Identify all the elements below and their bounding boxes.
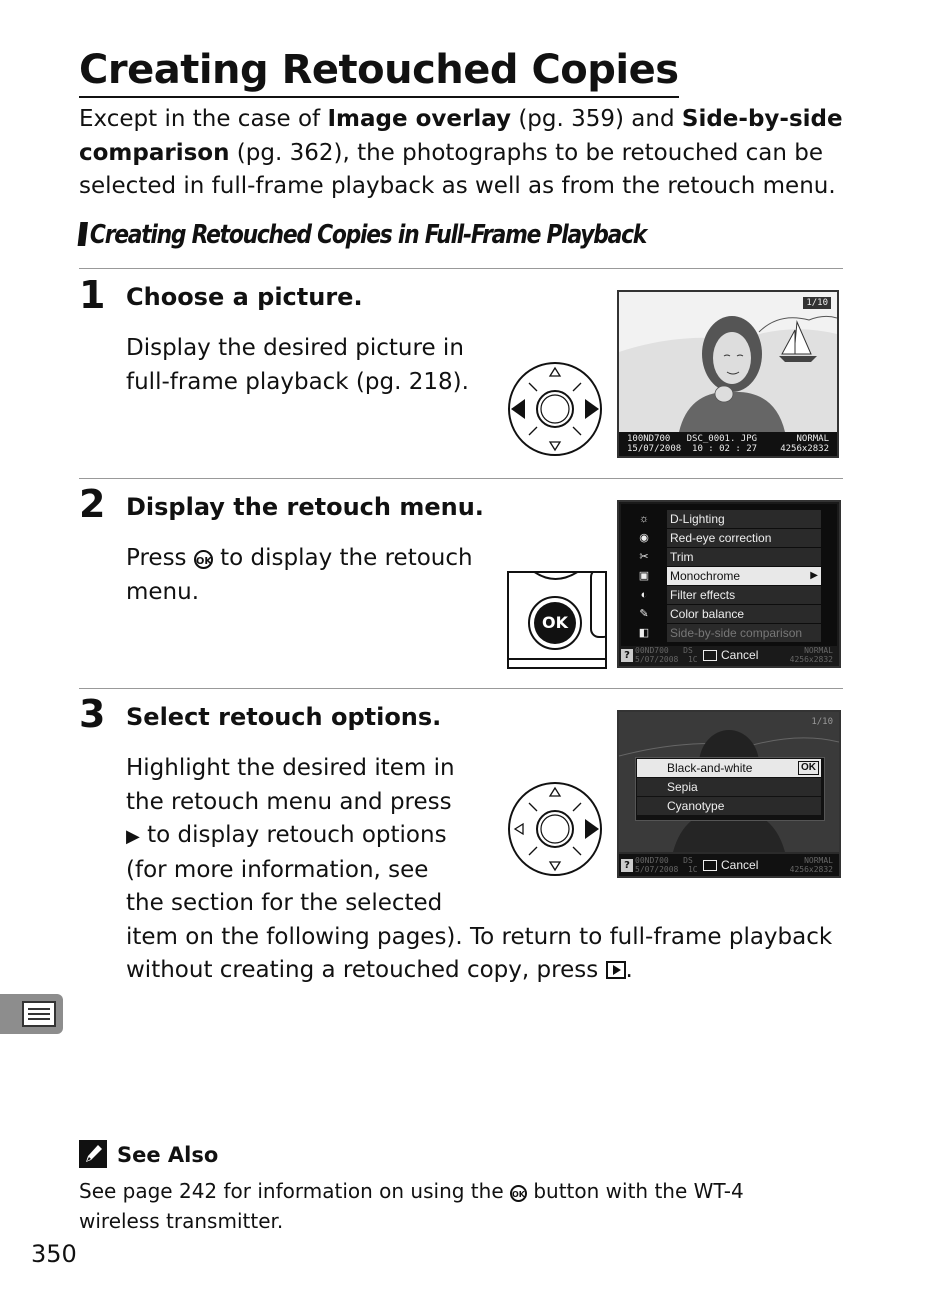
divider: [79, 688, 843, 689]
info-line-1-left: 100ND700 DSC_0001. JPG: [627, 434, 758, 444]
option-sepia: Sepia: [637, 778, 821, 796]
camera-screen-playback: [617, 290, 839, 458]
playback-button-icon: [606, 961, 626, 979]
section-subheading: [79, 220, 646, 250]
step-body: [126, 542, 496, 609]
color-balance-icon: ✎: [639, 608, 649, 620]
step-heading: Choose a picture.: [126, 283, 363, 311]
see-also-heading: See Also: [117, 1143, 219, 1167]
menu-item-filter-effects: ◐ Filter effects: [637, 586, 821, 604]
camera-screen-monochrome-options: [617, 710, 841, 878]
step-number: 1: [79, 273, 106, 317]
info-bar: [619, 432, 837, 456]
bottom-left-info: 00ND700 DS 5/07/2008 1C: [635, 856, 698, 874]
cancel-label: Cancel: [721, 648, 759, 662]
ok-button-icon: OK: [194, 550, 213, 569]
retouch-menu-icon: [22, 1001, 56, 1027]
intro-text-3: (pg. 362), the photographs to be retouched can be selected in full-frame playback as well as from the retouch menu.: [79, 139, 836, 199]
step-number: 2: [79, 482, 106, 526]
page-number: 350: [31, 1240, 77, 1268]
portrait-photo-image: [619, 292, 837, 432]
ok-button-icon: OK: [510, 1185, 527, 1202]
bottom-right-info: NORMAL 4256x2832: [789, 646, 833, 664]
cancel-label: Cancel: [721, 858, 759, 872]
step-body-pre: Press: [126, 545, 194, 571]
step-heading: Select retouch options.: [126, 703, 442, 731]
side-by-side-term: Side-by-side comparison: [79, 106, 843, 166]
menu-item-trim: ✂ Trim: [637, 548, 821, 566]
ok-tag-icon: OK: [798, 761, 819, 775]
step-body-post: to display the retouch menu.: [126, 545, 473, 605]
pencil-note-icon: [79, 1140, 107, 1168]
info-line-2-left: 15/07/2008 10 : 02 : 27: [627, 444, 758, 454]
page-title: Creating Retouched Copies: [79, 44, 679, 98]
frame-counter: 1/10: [811, 717, 833, 727]
info-line-1-right: NORMAL: [796, 434, 829, 444]
ok-button-illustration: [507, 571, 607, 669]
info-line-2-right: 4256x2832: [780, 444, 829, 454]
monochrome-icon: ▣: [638, 570, 650, 582]
submenu-arrow-icon: ▶: [810, 570, 818, 581]
menu-item-color-balance: ✎ Color balance: [637, 605, 821, 623]
intro-text-1: Except in the case of: [79, 106, 328, 132]
help-icon: ?: [621, 859, 633, 872]
step-number: 3: [79, 692, 106, 736]
step-body: Display the desired picture in full-frame playback (pg. 218).: [126, 335, 469, 395]
section-marker-icon: [78, 222, 88, 246]
intro-paragraph: [79, 103, 859, 204]
d-lighting-icon: ☼: [638, 513, 650, 525]
help-icon: ?: [621, 649, 633, 662]
intro-text-2: (pg. 359) and: [511, 106, 682, 132]
multi-selector-left-right-icon: [507, 361, 603, 457]
step-body-post: .: [625, 957, 633, 983]
camera-screen-retouch-menu: [617, 500, 841, 668]
step-body-mid: to display retouch options (for more information, see the section for the selected item on the following pages). To return to full-frame playback without creating a retouched copy, press: [126, 822, 833, 983]
playback-button-icon: [703, 650, 717, 661]
multi-selector-right-icon: [507, 781, 603, 877]
frame-counter: 1/10: [803, 297, 831, 309]
scissors-icon: ✂: [639, 551, 649, 563]
playback-button-icon: [703, 860, 717, 871]
see-also-text-post: button with the WT-4 wireless transmitter.: [79, 1179, 744, 1233]
divider: [79, 268, 843, 269]
divider: [79, 478, 843, 479]
side-by-side-icon: ◧: [638, 627, 650, 639]
menu-item-monochrome: ▣ Monochrome ▶: [637, 567, 821, 585]
option-cyanotype: Cyanotype: [637, 797, 821, 815]
right-arrow-icon: ▶: [126, 826, 140, 847]
see-also-text-pre: See page 242 for information on using the: [79, 1179, 510, 1203]
step-body-pre: Highlight the desired item in the retouch menu and press: [126, 755, 455, 815]
bottom-left-info: 00ND700 DS 5/07/2008 1C: [635, 646, 698, 664]
menu-item-red-eye: ◉ Red-eye correction: [637, 529, 821, 547]
option-black-and-white: Black-and-white OK: [637, 759, 821, 777]
menu-item-side-by-side: ◧ Side-by-side comparison: [637, 624, 821, 642]
menu-item-d-lighting: ☼ D-Lighting: [637, 510, 821, 528]
ok-button-label: OK: [542, 613, 568, 632]
image-overlay-term: Image overlay: [327, 106, 512, 132]
retouch-section-tab: [0, 994, 63, 1034]
subheading-text: Creating Retouched Copies in Full-Frame Playback: [89, 220, 647, 250]
filter-icon: ◐: [640, 589, 648, 601]
bottom-right-info: NORMAL 4256x2832: [789, 856, 833, 874]
step-heading: Display the retouch menu.: [126, 493, 484, 521]
see-also-body: [79, 1176, 819, 1236]
eye-icon: ◉: [639, 532, 649, 544]
